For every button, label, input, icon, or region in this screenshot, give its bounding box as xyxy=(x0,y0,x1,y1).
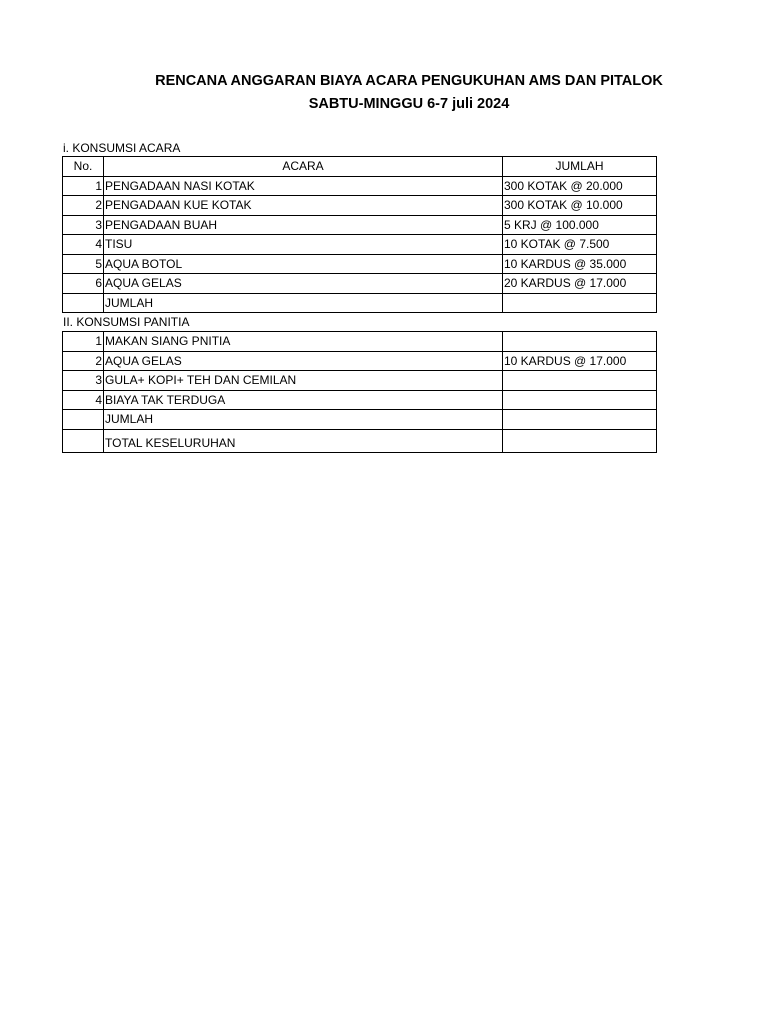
section-2-table xyxy=(62,331,657,453)
subtotal-value xyxy=(503,293,657,313)
row-no: 3 xyxy=(63,215,104,235)
title-line-2: SABTU-MINGGU 6-7 juli 2024 xyxy=(308,96,510,112)
table-row xyxy=(63,371,657,391)
row-acara: PENGADAAN NASI KOTAK xyxy=(104,176,503,196)
row-acara: AQUA BOTOL xyxy=(104,254,503,274)
row-no: 2 xyxy=(63,351,104,371)
subtotal-label: JUMLAH xyxy=(104,293,503,313)
row-acara: PENGADAAN KUE KOTAK xyxy=(104,196,503,216)
row-acara: AQUA GELAS xyxy=(104,351,503,371)
header-jumlah: JUMLAH xyxy=(503,157,657,177)
table-header-row xyxy=(63,157,657,177)
table-row xyxy=(63,196,657,216)
row-no: 4 xyxy=(63,235,104,255)
table-row xyxy=(63,215,657,235)
table-row xyxy=(63,351,657,371)
document-title xyxy=(62,70,756,116)
row-jumlah: 5 KRJ @ 100.000 xyxy=(503,215,657,235)
row-no: 1 xyxy=(63,176,104,196)
row-jumlah xyxy=(503,390,657,410)
row-no xyxy=(63,429,104,452)
row-acara: GULA+ KOPI+ TEH DAN CEMILAN xyxy=(104,371,503,391)
subtotal-value xyxy=(503,410,657,430)
grand-total-row xyxy=(63,429,657,452)
section-1-table xyxy=(62,156,657,313)
table-row xyxy=(63,254,657,274)
row-jumlah: 300 KOTAK @ 20.000 xyxy=(503,176,657,196)
row-acara: TISU xyxy=(104,235,503,255)
row-no: 4 xyxy=(63,390,104,410)
row-acara: AQUA GELAS xyxy=(104,274,503,294)
section-2-label: II. KONSUMSI PANITIA xyxy=(63,315,190,329)
header-acara: ACARA xyxy=(104,157,503,177)
row-jumlah xyxy=(503,371,657,391)
grand-total-value xyxy=(503,429,657,452)
row-no xyxy=(63,410,104,430)
section-1-label: i. KONSUMSI ACARA xyxy=(63,141,181,155)
row-no: 6 xyxy=(63,274,104,294)
table-row xyxy=(63,235,657,255)
row-jumlah: 10 KARDUS @ 35.000 xyxy=(503,254,657,274)
subtotal-label: JUMLAH xyxy=(104,410,503,430)
row-jumlah: 10 KOTAK @ 7.500 xyxy=(503,235,657,255)
row-no xyxy=(63,293,104,313)
table-row xyxy=(63,274,657,294)
row-acara: PENGADAAN BUAH xyxy=(104,215,503,235)
header-no: No. xyxy=(63,157,104,177)
table-row xyxy=(63,390,657,410)
row-acara: BIAYA TAK TERDUGA xyxy=(104,390,503,410)
row-jumlah: 20 KARDUS @ 17.000 xyxy=(503,274,657,294)
subtotal-row xyxy=(63,410,657,430)
row-no: 2 xyxy=(63,196,104,216)
grand-total-label: TOTAL KESELURUHAN xyxy=(104,429,503,452)
row-jumlah: 10 KARDUS @ 17.000 xyxy=(503,351,657,371)
row-acara: MAKAN SIANG PNITIA xyxy=(104,332,503,352)
table-row xyxy=(63,176,657,196)
row-jumlah xyxy=(503,332,657,352)
subtotal-row xyxy=(63,293,657,313)
title-line-1: RENCANA ANGGARAN BIAYA ACARA PENGUKUHAN AMS DAN PITALOK xyxy=(155,73,663,89)
row-no: 1 xyxy=(63,332,104,352)
row-no: 5 xyxy=(63,254,104,274)
row-no: 3 xyxy=(63,371,104,391)
row-jumlah: 300 KOTAK @ 10.000 xyxy=(503,196,657,216)
table-row xyxy=(63,332,657,352)
